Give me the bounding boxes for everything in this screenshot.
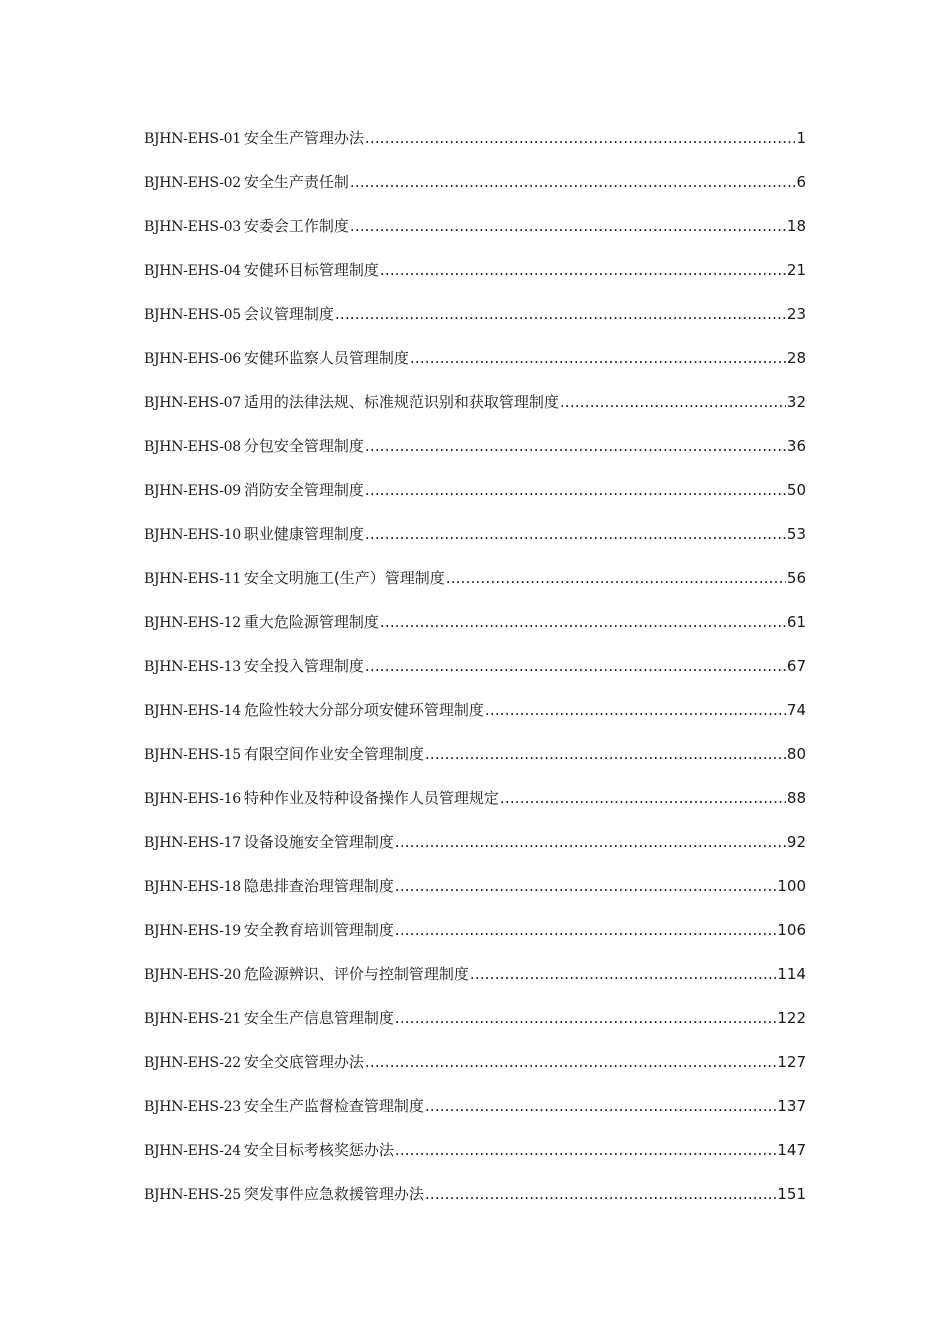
toc-entry-title: 安全文明施工(生产）管理制度 <box>243 569 445 587</box>
toc-entry-page-number: 137 <box>777 1097 806 1115</box>
toc-entry-title: 安全教育培训管理制度 <box>243 921 394 939</box>
toc-entry-code: BJHN-EHS-23 <box>144 1099 241 1115</box>
toc-entry-code: BJHN-EHS-01 <box>144 131 241 147</box>
toc-dot-leader <box>395 1004 776 1032</box>
toc-entry-code: BJHN-EHS-22 <box>144 1055 241 1071</box>
toc-entry-22[interactable] <box>144 1048 806 1092</box>
toc-entry-20[interactable] <box>144 960 806 1004</box>
toc-entry-title: 危险性较大分部分项安健环管理制度 <box>243 701 484 719</box>
toc-entry-11[interactable] <box>144 564 806 608</box>
toc-entry-code: BJHN-EHS-24 <box>144 1143 241 1159</box>
toc-entry-2[interactable] <box>144 168 806 212</box>
toc-entry-code: BJHN-EHS-19 <box>144 923 241 939</box>
toc-entry-page-number: 18 <box>786 217 806 235</box>
toc-entry-7[interactable] <box>144 388 806 432</box>
toc-entry-page-number: 151 <box>777 1185 806 1203</box>
toc-entry-title: 安全投入管理制度 <box>243 657 364 675</box>
table-of-contents <box>144 124 806 1224</box>
toc-entry-title: 特种作业及特种设备操作人员管理规定 <box>243 789 499 807</box>
toc-entry-19[interactable] <box>144 916 806 960</box>
toc-entry-code: BJHN-EHS-15 <box>144 747 241 763</box>
toc-entry-10[interactable] <box>144 520 806 564</box>
toc-entry-code: BJHN-EHS-13 <box>144 659 241 675</box>
toc-dot-leader <box>446 564 786 592</box>
toc-entry-code: BJHN-EHS-16 <box>144 791 241 807</box>
toc-entry-page-number: 56 <box>786 569 806 587</box>
toc-entry-title: 隐患排查治理管理制度 <box>243 877 394 895</box>
toc-entry-title: 安健环目标管理制度 <box>243 261 379 279</box>
toc-entry-title: 消防安全管理制度 <box>243 481 364 499</box>
toc-dot-leader <box>365 432 786 460</box>
toc-entry-13[interactable] <box>144 652 806 696</box>
toc-entry-page-number: 53 <box>786 525 806 543</box>
toc-dot-leader <box>365 652 786 680</box>
toc-entry-title: 安全目标考核奖惩办法 <box>243 1141 394 1159</box>
toc-entry-title: 会议管理制度 <box>243 305 334 323</box>
toc-entry-code: BJHN-EHS-11 <box>144 571 241 587</box>
toc-entry-page-number: 114 <box>777 965 806 983</box>
toc-entry-code: BJHN-EHS-06 <box>144 351 241 367</box>
toc-entry-23[interactable] <box>144 1092 806 1136</box>
toc-entry-page-number: 106 <box>777 921 806 939</box>
toc-entry-page-number: 6 <box>796 173 806 191</box>
toc-dot-leader <box>395 916 776 944</box>
toc-dot-leader <box>395 1136 776 1164</box>
toc-dot-leader <box>350 168 796 196</box>
toc-entry-title: 安全生产监督检查管理制度 <box>243 1097 424 1115</box>
toc-entry-page-number: 36 <box>786 437 806 455</box>
toc-entry-code: BJHN-EHS-07 <box>144 395 241 411</box>
toc-entry-16[interactable] <box>144 784 806 828</box>
toc-entry-page-number: 50 <box>786 481 806 499</box>
toc-entry-title: 职业健康管理制度 <box>243 525 364 543</box>
toc-entry-title: 适用的法律法规、标准规范识别和获取管理制度 <box>243 393 559 411</box>
toc-entry-24[interactable] <box>144 1136 806 1180</box>
toc-entry-3[interactable] <box>144 212 806 256</box>
toc-entry-14[interactable] <box>144 696 806 740</box>
toc-entry-18[interactable] <box>144 872 806 916</box>
toc-entry-page-number: 67 <box>786 657 806 675</box>
toc-entry-title: 突发事件应急救援管理办法 <box>243 1185 424 1203</box>
toc-dot-leader <box>560 388 786 416</box>
toc-entry-15[interactable] <box>144 740 806 784</box>
toc-dot-leader <box>380 608 786 636</box>
toc-dot-leader <box>500 784 786 812</box>
toc-dot-leader <box>485 696 786 724</box>
toc-entry-code: BJHN-EHS-18 <box>144 879 241 895</box>
toc-entry-code: BJHN-EHS-14 <box>144 703 241 719</box>
toc-dot-leader <box>365 520 786 548</box>
toc-entry-page-number: 74 <box>786 701 806 719</box>
toc-entry-8[interactable] <box>144 432 806 476</box>
toc-entry-title: 有限空间作业安全管理制度 <box>243 745 424 763</box>
toc-dot-leader <box>425 1180 776 1208</box>
toc-entry-page-number: 92 <box>786 833 806 851</box>
toc-entry-code: BJHN-EHS-20 <box>144 967 241 983</box>
toc-entry-title: 安健环监察人员管理制度 <box>243 349 409 367</box>
toc-entry-page-number: 28 <box>786 349 806 367</box>
toc-dot-leader <box>425 740 786 768</box>
toc-entry-page-number: 88 <box>786 789 806 807</box>
toc-entry-title: 安全生产责任制 <box>243 173 349 191</box>
toc-entry-code: BJHN-EHS-02 <box>144 175 241 191</box>
toc-dot-leader <box>365 476 786 504</box>
toc-entry-page-number: 32 <box>786 393 806 411</box>
toc-entry-page-number: 100 <box>777 877 806 895</box>
toc-entry-12[interactable] <box>144 608 806 652</box>
toc-entry-title: 重大危险源管理制度 <box>243 613 379 631</box>
toc-entry-title: 安全生产信息管理制度 <box>243 1009 394 1027</box>
toc-entry-code: BJHN-EHS-09 <box>144 483 241 499</box>
toc-entry-code: BJHN-EHS-05 <box>144 307 241 323</box>
toc-entry-25[interactable] <box>144 1180 806 1224</box>
toc-entry-code: BJHN-EHS-08 <box>144 439 241 455</box>
toc-entry-4[interactable] <box>144 256 806 300</box>
toc-entry-title: 安全交底管理办法 <box>243 1053 364 1071</box>
toc-dot-leader <box>410 344 786 372</box>
toc-entry-21[interactable] <box>144 1004 806 1048</box>
toc-dot-leader <box>380 256 786 284</box>
toc-entry-17[interactable] <box>144 828 806 872</box>
toc-dot-leader <box>365 1048 776 1076</box>
toc-entry-title: 安全生产管理办法 <box>243 129 364 147</box>
toc-entry-code: BJHN-EHS-25 <box>144 1187 241 1203</box>
toc-entry-9[interactable] <box>144 476 806 520</box>
toc-entry-title: 安委会工作制度 <box>243 217 349 235</box>
toc-entry-page-number: 80 <box>786 745 806 763</box>
toc-entry-6[interactable] <box>144 344 806 388</box>
toc-entry-code: BJHN-EHS-04 <box>144 263 241 279</box>
toc-entry-title: 设备设施安全管理制度 <box>243 833 394 851</box>
toc-entry-page-number: 21 <box>786 261 806 279</box>
toc-dot-leader <box>425 1092 776 1120</box>
toc-entry-title: 危险源辨识、评价与控制管理制度 <box>243 965 469 983</box>
toc-dot-leader <box>470 960 776 988</box>
toc-dot-leader <box>395 872 776 900</box>
toc-dot-leader <box>350 212 786 240</box>
toc-entry-page-number: 122 <box>777 1009 806 1027</box>
toc-entry-code: BJHN-EHS-12 <box>144 615 241 631</box>
toc-entry-page-number: 23 <box>786 305 806 323</box>
toc-entry-page-number: 147 <box>777 1141 806 1159</box>
toc-entry-code: BJHN-EHS-03 <box>144 219 241 235</box>
toc-entry-5[interactable] <box>144 300 806 344</box>
toc-entry-1[interactable] <box>144 124 806 168</box>
toc-dot-leader <box>365 124 796 152</box>
toc-entry-page-number: 127 <box>777 1053 806 1071</box>
toc-entry-page-number: 1 <box>796 129 806 147</box>
toc-dot-leader <box>335 300 786 328</box>
toc-entry-code: BJHN-EHS-17 <box>144 835 241 851</box>
toc-entry-page-number: 61 <box>786 613 806 631</box>
toc-dot-leader <box>395 828 786 856</box>
toc-entry-title: 分包安全管理制度 <box>243 437 364 455</box>
toc-entry-code: BJHN-EHS-21 <box>144 1011 241 1027</box>
toc-entry-code: BJHN-EHS-10 <box>144 527 241 543</box>
